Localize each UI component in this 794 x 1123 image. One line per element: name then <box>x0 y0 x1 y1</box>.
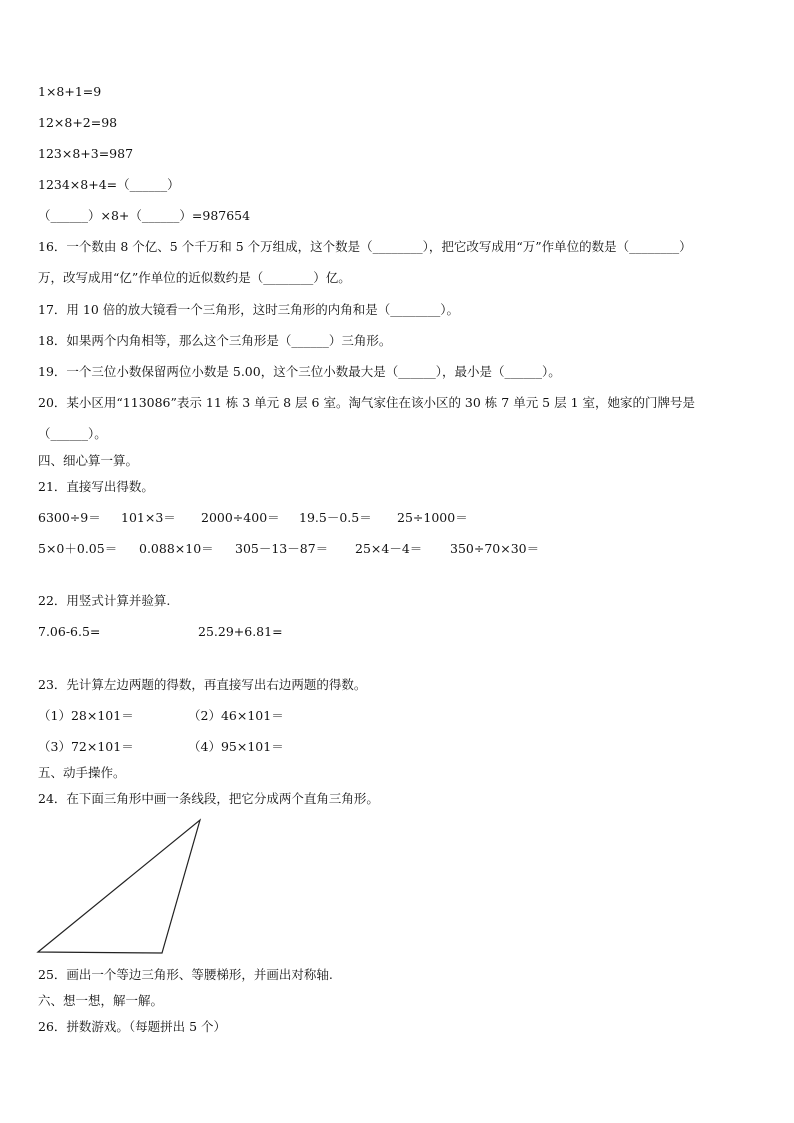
calc-item: （2）46×101＝ <box>188 708 284 723</box>
calc-item: 0.088×10＝ <box>139 541 214 556</box>
pattern-line-3: 123×8+3=987 <box>38 146 134 161</box>
question-23-row-1 <box>38 708 284 724</box>
question-23-row-2 <box>38 739 284 755</box>
calc-item: 350÷70×30＝ <box>450 541 540 556</box>
calc-item: 6300÷9＝ <box>38 510 101 525</box>
question-18: 18．如果两个内角相等，那么这个三角形是（______）三角形。 <box>38 333 392 348</box>
calc-item: 25÷1000＝ <box>397 510 468 525</box>
calc-item: （3）72×101＝ <box>38 739 134 754</box>
question-26: 26．拼数游戏。（每题拼出 5 个） <box>38 1019 227 1034</box>
question-20-line-2: （______）。 <box>38 426 107 441</box>
pattern-line-2: 12×8+2=98 <box>38 115 118 130</box>
calc-item: 5×0＋0.05＝ <box>38 541 118 556</box>
calc-item: 25.29+6.81= <box>198 624 283 639</box>
question-20-line-1: 20．某小区用“113086”表示 11 栋 3 单元 8 层 6 室。淘气家住在该小区的 30 栋 7 单元 5 层 1 室，她家的门牌号是 <box>38 395 696 410</box>
question-22-title: 22．用竖式计算并验算. <box>38 593 171 608</box>
section-4-heading: 四、细心算一算。 <box>38 453 139 468</box>
question-25: 25．画出一个等边三角形、等腰梯形，并画出对称轴. <box>38 967 333 982</box>
calc-item: （4）95×101＝ <box>188 739 284 754</box>
question-24: 24．在下面三角形中画一条线段，把它分成两个直角三角形。 <box>38 791 379 806</box>
question-16-line-1: 16．一个数由 8 个亿、5 个千万和 5 个万组成，这个数是（________），把它改写成用“万”作单位的数是（________） <box>38 239 692 254</box>
section-5-heading: 五、动手操作。 <box>38 765 126 780</box>
pattern-line-1: 1×8+1=9 <box>38 84 102 99</box>
question-23-title: 23．先计算左边两题的得数，再直接写出右边两题的得数。 <box>38 677 367 692</box>
question-21-row-1 <box>38 510 468 526</box>
pattern-line-4: 1234×8+4=（______） <box>38 177 180 192</box>
triangle-shape <box>38 820 200 953</box>
calc-item: 101×3＝ <box>121 510 176 525</box>
calc-item: 305－13－87＝ <box>235 541 329 556</box>
question-19: 19．一个三位小数保留两位小数是 5.00，这个三位小数最大是（______），最小是（______）。 <box>38 364 561 379</box>
question-21-row-2 <box>38 541 539 557</box>
question-21-title: 21．直接写出得数。 <box>38 479 154 494</box>
calc-item: 2000÷400＝ <box>201 510 280 525</box>
calc-item: （1）28×101＝ <box>38 708 134 723</box>
question-17: 17．用 10 倍的放大镜看一个三角形，这时三角形的内角和是（________）。 <box>38 302 460 317</box>
calc-item: 25×4－4＝ <box>355 541 423 556</box>
calc-item: 19.5－0.5＝ <box>299 510 372 525</box>
question-16-line-2: 万，改写成用“亿”作单位的近似数约是（________）亿。 <box>38 270 351 285</box>
triangle-figure <box>30 812 210 960</box>
question-22-row <box>38 624 283 640</box>
pattern-line-5: （______）×8+（______）=987654 <box>38 208 251 223</box>
calc-item: 7.06-6.5= <box>38 624 101 639</box>
section-6-heading: 六、想一想，解一解。 <box>38 993 164 1008</box>
